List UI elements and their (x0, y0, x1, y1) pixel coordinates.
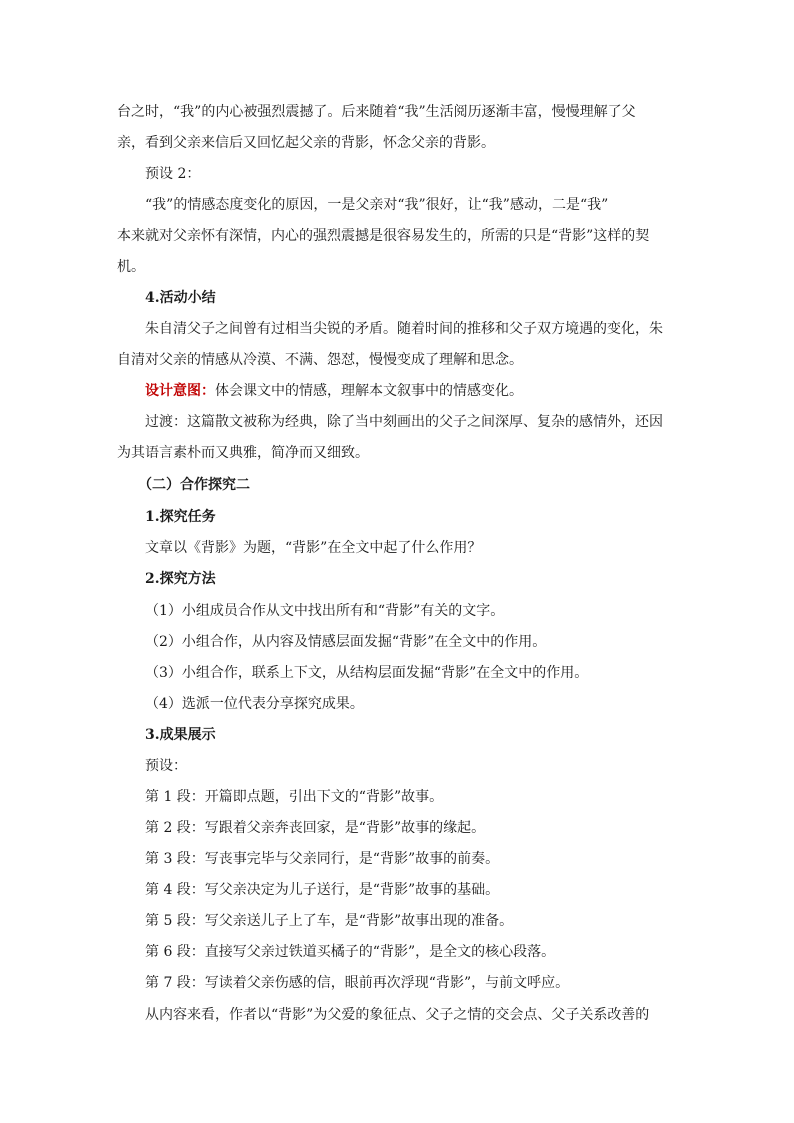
paragraph-analysis-list (117, 782, 701, 999)
list-item: （3）小组合作，联系上下文，从结构层面发掘“背影”在全文中的作用。 (145, 665, 589, 681)
text-line: 从内容来看，作者以“背影”为父爱的象征点、父子之情的交会点、父子关系改善的 (145, 1007, 650, 1023)
list-item: 第 3 段：写丧事完毕与父亲同行，是“背影”故事的前奏。 (145, 851, 500, 867)
text-line: 台之时，“我”的内心被强烈震撼了。后来随着“我”生活阅历逐渐丰富，慢慢理解了父 (117, 104, 636, 120)
section-heading: 1.探究任务 (145, 509, 216, 525)
heading-method (117, 564, 701, 595)
design-intent-label: 设计意图： (145, 383, 215, 399)
paragraph-content-conclusion (117, 1000, 701, 1031)
text-line: 为其语言素朴而又典雅，简净而又细致。 (117, 445, 369, 461)
results-preset-label (117, 751, 701, 782)
section-heading: 4.活动小结 (145, 290, 216, 306)
list-item: 第 1 段：开篇即点题，引出下文的“背影”故事。 (145, 789, 444, 805)
preset-2-label (117, 159, 701, 190)
list-item: 第 5 段：写父亲送儿子上了车，是“背影”故事出现的准备。 (145, 913, 514, 929)
method-list (117, 596, 701, 720)
text-line: 亲，看到父亲来信后又回忆起父亲的背影，怀念父亲的背影。 (117, 135, 495, 151)
task-text (117, 533, 701, 564)
list-item: 第 7 段：写读着父亲伤感的信，眼前再次浮现“背影”，与前文呼应。 (145, 975, 570, 991)
text-line: 本来就对父亲怀有深情，内心的强烈震撼是很容易发生的，所需的只是“背影”这样的契 (117, 228, 650, 244)
preset-label: 预设 2： (145, 166, 201, 182)
paragraph-emotion-reason (117, 190, 673, 283)
text-line: 文章以《背影》为题，“背影”在全文中起了什么作用？ (145, 540, 482, 556)
list-item: （1）小组成员合作从文中找出所有和“背影”有关的文字。 (145, 603, 505, 619)
text-line: 自清对父亲的情感从冷漠、不满、怨怼，慢慢变成了理解和思念。 (117, 352, 523, 368)
list-item: 第 6 段：直接写父亲过铁道买橘子的“背影”，是全文的核心段落。 (145, 944, 556, 960)
heading-task (117, 502, 701, 533)
preset-label: 预设： (145, 758, 187, 774)
list-item: （2）小组合作，从内容及情感层面发掘“背影”在全文中的作用。 (145, 634, 547, 650)
list-item: 第 4 段：写父亲决定为儿子送行，是“背影”故事的基础。 (145, 882, 500, 898)
design-intent (117, 376, 701, 407)
text-line: “我”的情感态度变化的原因，一是父亲对“我”很好，让“我”感动，二是“我” (145, 197, 609, 213)
section-heading: 2.探究方法 (145, 571, 216, 587)
paragraph-summary (117, 314, 673, 376)
section-heading: （二）合作探究二 (138, 477, 250, 493)
text-line: 过渡：这篇散文被称为经典，除了当中刻画出的父子之间深厚、复杂的感情外，还因 (145, 414, 663, 430)
text-line: 朱自清父子之间曾有过相当尖锐的矛盾。随着时间的推移和父子双方境遇的变化，朱 (145, 321, 663, 337)
paragraph-understanding (117, 97, 673, 159)
design-intent-text: 体会课文中的情感，理解本文叙事中的情感变化。 (215, 383, 523, 399)
paragraph-transition (117, 407, 673, 469)
heading-results (117, 720, 701, 751)
heading-activity-summary (117, 283, 701, 314)
list-item: 第 2 段：写跟着父亲奔丧回家，是“背影”故事的缘起。 (145, 820, 486, 836)
text-line: 机。 (117, 259, 145, 275)
section-heading: 3.成果展示 (145, 727, 216, 743)
list-item: （4）选派一位代表分享探究成果。 (145, 696, 364, 712)
design-intent-line (145, 376, 701, 407)
heading-coop-explore-2 (117, 470, 694, 501)
